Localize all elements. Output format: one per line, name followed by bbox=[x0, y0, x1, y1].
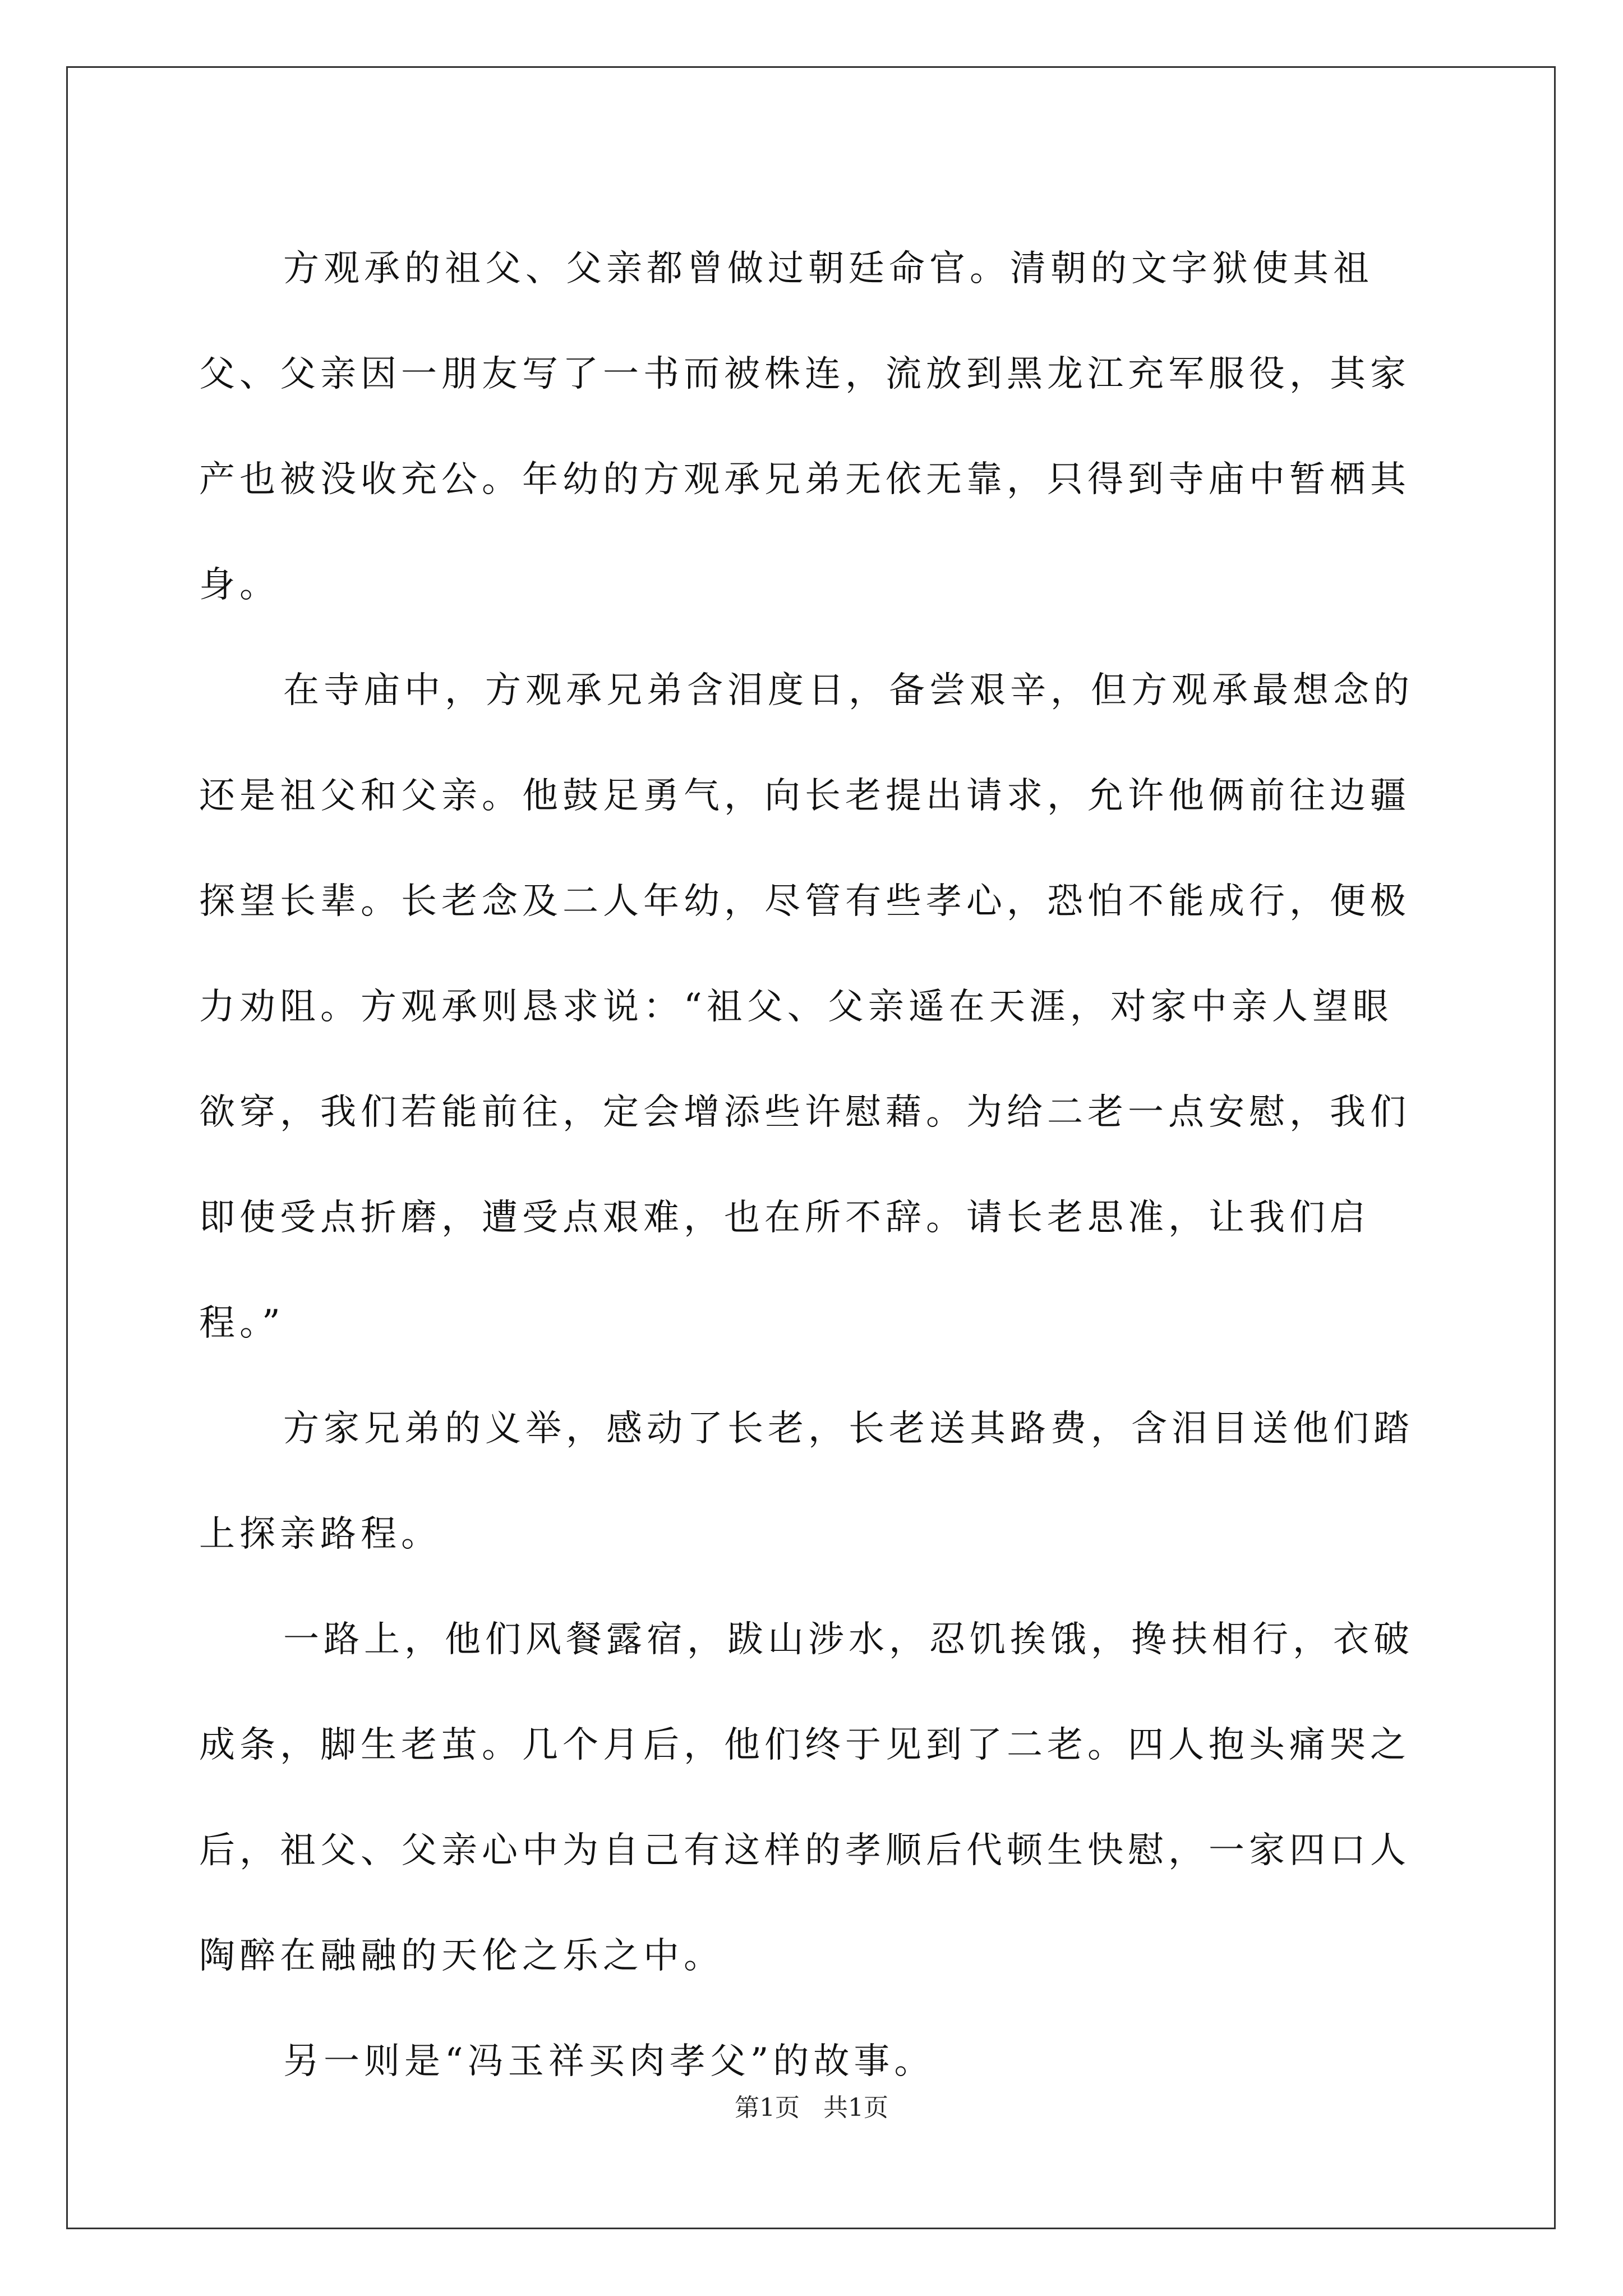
page-total: 共1页 bbox=[823, 2093, 888, 2122]
paragraph: 方家兄弟的义举，感动了长老，长老送其路费，含泪目送他们踏上探亲路程。 bbox=[199, 1408, 1414, 1555]
page-footer bbox=[0, 2091, 1623, 2125]
page-number: 第1页 bbox=[735, 2093, 800, 2122]
paragraph: 在寺庙中，方观承兄弟含泪度日，备尝艰辛，但方观承最想念的还是祖父和父亲。他鼓足勇气，向长老提出请求，允许他俩前往边疆探望长辈。长老念及二人年幼，尽管有些孝心，恐怕不能成行，便极力劝阻。方观承则恳求说：“祖父、父亲遥在天涯，对家中亲人望眼欲穿，我们若能前往，定会增添些许慰藉。为给二老一点安慰，我们即使受点折磨，遭受点艰难，也在所不辞。请长老思准，让我们启程。” bbox=[199, 670, 1414, 1344]
paragraph: 另一则是“冯玉祥买肉孝父”的故事。 bbox=[283, 2041, 935, 2082]
paragraph: 方观承的祖父、父亲都曾做过朝廷命官。清朝的文字狱使其祖父、父亲因一朋友写了一书而被株连，流放到黑龙江充军服役，其家产也被没收充公。年幼的方观承兄弟无依无靠，只得到寺庙中暂栖其身。 bbox=[199, 248, 1410, 606]
document-body bbox=[199, 216, 1433, 2114]
paragraph: 一路上，他们风餐露宿，跋山涉水，忍饥挨饿，搀扶相行，衣破成条，脚生老茧。几个月后，他们终于见到了二老。四人抱头痛哭之后，祖父、父亲心中为自己有这样的孝顺后代顿生快慰，一家四口人陶醉在融融的天伦之乐之中。 bbox=[199, 1619, 1414, 1977]
